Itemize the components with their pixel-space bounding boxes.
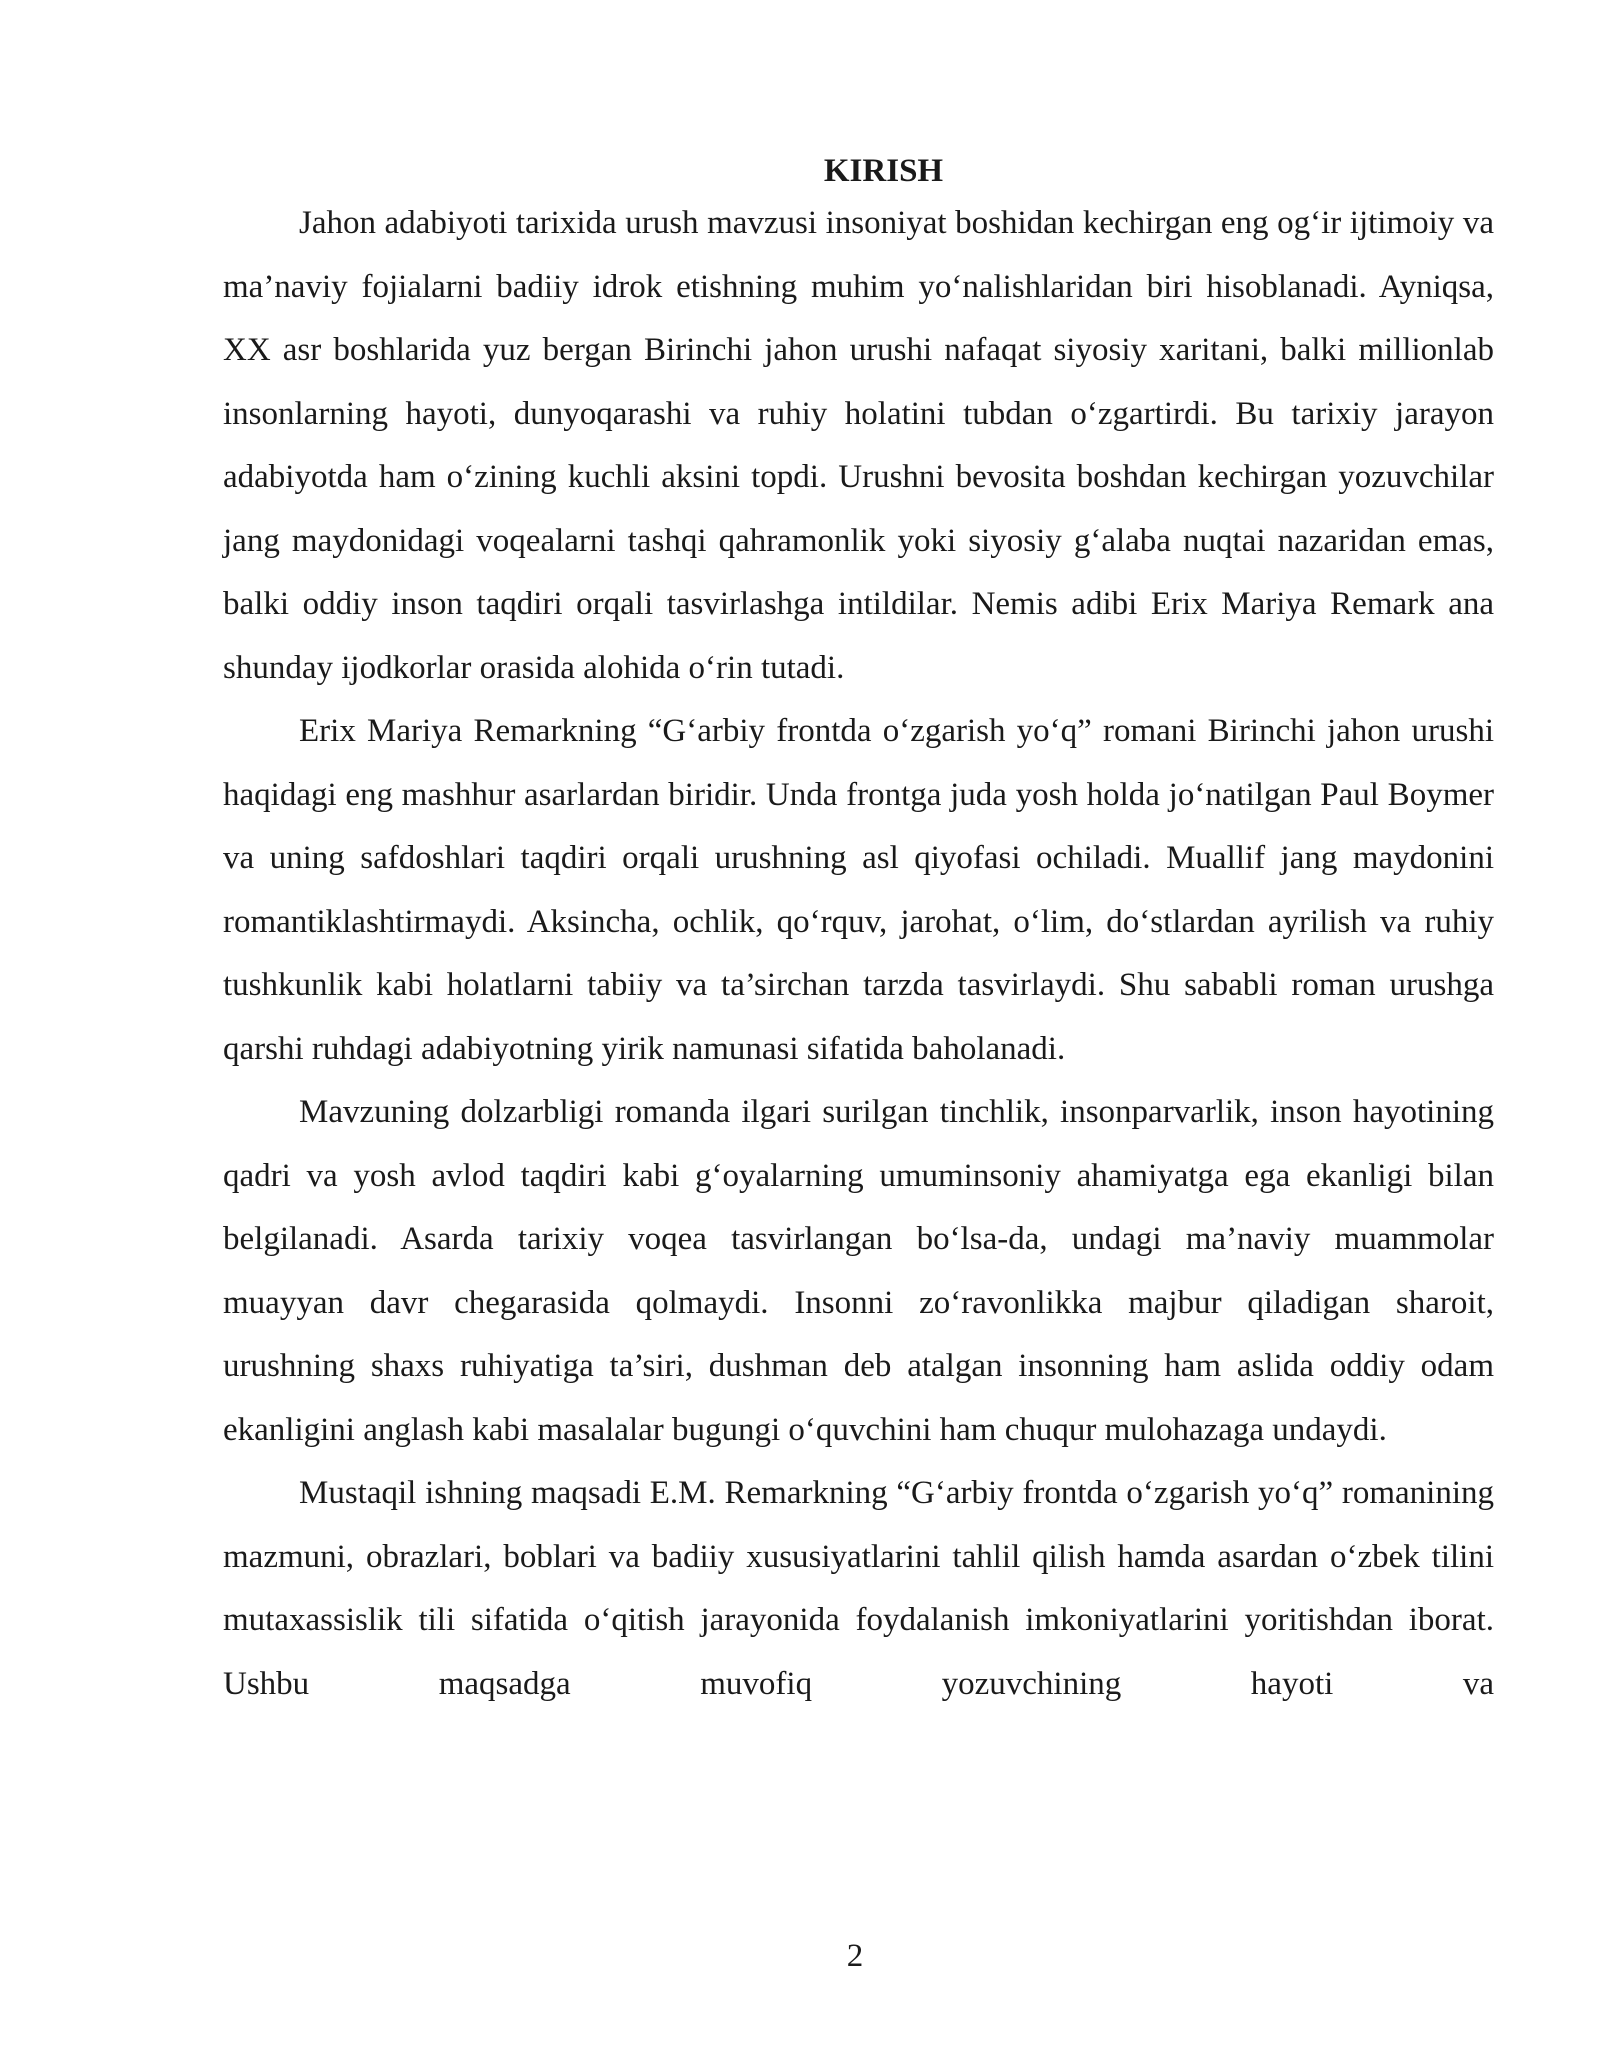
paragraph-goal: Mustaqil ishning maqsadi E.M. Remarkning “G‘arbiy frontda o‘zgarish yo‘q” romanining mazmuni, obrazlari, boblari va badiiy xususiyatlarini tahlil qilish hamda asardan o‘zbek tilini mutaxassislik tili sifatida o‘qitish jarayonida foydalanish imkoniyatlarini yoritishdan iborat. Ushbu maqsadga muvofiq yozuvchining hayoti va: [223, 1475, 1494, 1702]
paragraph-relevance: Mavzuning dolzarbligi romanda ilgari surilgan tinchlik, insonparvarlik, inson hayotining qadri va yosh avlod taqdiri kabi g‘oyalarning umuminsoniy ahamiyatga ega ekanligi bilan belgilanadi. Asarda tarixiy voqea tasvirlangan bo‘lsa-da, undagi ma’naviy muammolar muayyan davr chegarasida qolmaydi. Insonni zo‘ravonlikka majbur qiladigan sharoit, urushning shaxs ruhiyatiga ta’siri, dushman deb atalgan insonning ham aslida oddiy odam ekanligini anglash kabi masalalar bugungi o‘quvchini ham chuqur mulohazaga undaydi.: [223, 1094, 1494, 1448]
paragraph-novel: Erix Mariya Remarkning “G‘arbiy frontda o‘zgarish yo‘q” romani Birinchi jahon urushi haqidagi eng mashhur asarlardan biridir. Unda frontga juda yosh holda jo‘natilgan Paul Boymer va uning safdoshlari taqdiri orqali urushning asl qiyofasi ochiladi. Muallif jang maydonini romantiklashtirmaydi. Aksincha, ochlik, qo‘rquv, jarohat, o‘lim, do‘stlardan ayrilish va ruhiy tushkunlik kabi holatlarni tabiiy va ta’sirchan tarzda tasvirlaydi. Shu sababli roman urushga qarshi ruhdagi adabiyotning yirik namunasi sifatida baholanadi.: [223, 713, 1494, 1067]
page-number: 2: [846, 1938, 864, 1974]
paragraph-intro: Jahon adabiyoti tarixida urush mavzusi insoniyat boshidan kechirgan eng og‘ir ijtimoiy va ma’naviy fojialarni badiiy idrok etishning muhim yo‘nalishlaridan biri hisoblanadi. Ayniqsa, XX asr boshlarida yuz bergan Birinchi jahon urushi nafaqat siyosiy xaritani, balki millionlab insonlarning hayoti, dunyoqarashi va ruhiy holatini tubdan o‘zgartirdi. Bu tarixiy jarayon adabiyotda ham o‘zining kuchli aksini topdi. Urushni bevosita boshdan kechirgan yozuvchilar jang maydonidagi voqealarni tashqi qahramonlik yoki siyosiy g‘alaba nuqtai nazaridan emas, balki oddiy inson taqdiri orqali tasvirlashga intildilar. Nemis adibi Erix Mariya Remark ana shunday ijodkorlar orasida alohida o‘rin tutadi.: [223, 205, 1494, 686]
page-body: [223, 150, 1494, 1716]
section-heading: KIRISH: [823, 153, 944, 189]
